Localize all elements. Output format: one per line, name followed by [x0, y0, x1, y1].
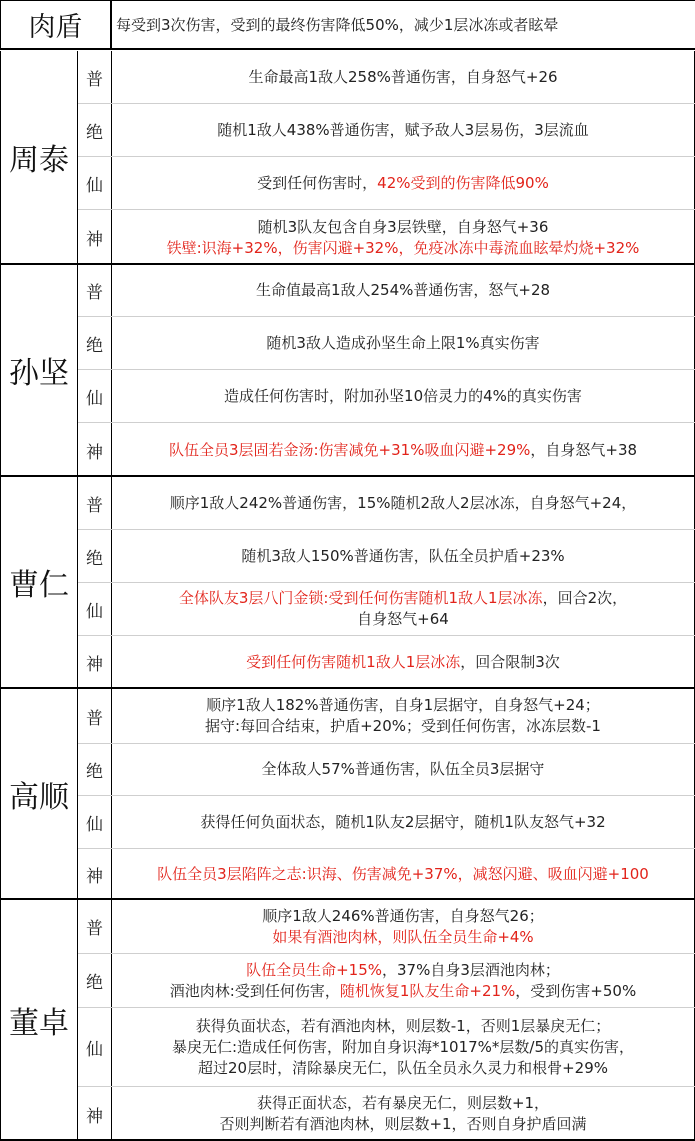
skill-tier-label: 仙 — [78, 370, 112, 422]
skill-description — [112, 370, 695, 422]
plain-text: ，受到伤害+50% — [515, 981, 637, 1000]
description-line — [169, 440, 637, 461]
general-group — [0, 689, 695, 900]
description-line — [241, 546, 564, 567]
skill-tier-label: 神 — [78, 636, 112, 689]
skill-tier-label: 神 — [78, 210, 112, 265]
description-line — [262, 906, 544, 927]
description-line — [256, 280, 550, 301]
skill-description — [112, 1008, 695, 1086]
skill-tier-label: 神 — [78, 1087, 112, 1141]
general-name: 曹仁 — [0, 477, 78, 687]
skill-tier-label: 绝 — [78, 317, 112, 369]
plain-text: ，回合限制3次 — [460, 653, 560, 671]
plain-text: 随机3敌人150%普通伤害，队伍全员护盾+23% — [241, 546, 565, 565]
general-name: 周泰 — [0, 51, 78, 263]
skill-row — [78, 849, 695, 900]
plain-text: 超过20层时，清除暴戾无仁，队伍全员永久灵力和根骨+29% — [198, 1058, 608, 1077]
skill-tier-label: 绝 — [78, 954, 112, 1007]
description-line — [219, 1114, 586, 1135]
description-line — [246, 652, 560, 673]
plain-text: 随机1敌人438%普通伤害，赋予敌人3层易伤，3层流血 — [217, 120, 589, 139]
skill-row — [78, 954, 695, 1008]
skill-tier-label: 普 — [78, 689, 112, 743]
skill-description — [112, 265, 695, 316]
description-line — [272, 927, 533, 948]
general-group — [0, 265, 695, 477]
description-line — [262, 759, 545, 780]
plain-text: 顺序1敌人242%普通伤害，15%随机2敌人2层冰冻，自身怒气+24， — [169, 493, 637, 512]
skill-row — [78, 689, 695, 744]
skill-description — [112, 900, 695, 953]
skill-description — [112, 796, 695, 848]
trait-description: 每受到3次伤害，受到的最终伤害降低50%，减少1层冰冻或者眩晕 — [116, 16, 559, 34]
plain-text: 自身怒气+64 — [357, 610, 449, 628]
description-line — [217, 120, 589, 141]
skill-tier-label: 仙 — [78, 796, 112, 848]
skill-row — [78, 265, 695, 317]
skill-description — [112, 477, 695, 529]
plain-text: 受到任何伤害时， — [257, 173, 378, 192]
skill-tier-label: 普 — [78, 265, 112, 316]
skill-description — [112, 157, 695, 209]
skill-row — [78, 477, 695, 530]
skill-row — [78, 51, 695, 104]
description-line — [167, 238, 640, 259]
skill-tier-label: 仙 — [78, 1008, 112, 1086]
trait-header-row — [0, 0, 695, 50]
skill-description — [112, 530, 695, 582]
general-name: 董卓 — [0, 900, 78, 1139]
plain-text: ，自身怒气+38 — [530, 440, 638, 459]
highlight-text: 42%受到的伤害降低90% — [377, 173, 549, 192]
skill-row — [78, 900, 695, 954]
description-line — [206, 695, 600, 716]
description-line — [200, 812, 605, 833]
skill-tier-label: 绝 — [78, 744, 112, 795]
plain-text: 顺序1敌人246%普通伤害，自身怒气26； — [262, 906, 544, 925]
skill-tier-label: 仙 — [78, 157, 112, 209]
description-line — [196, 1016, 611, 1037]
trait-title: 肉盾 — [0, 1, 112, 48]
description-line — [258, 217, 549, 238]
general-group — [0, 51, 695, 265]
description-line — [224, 386, 582, 407]
plain-text: 随机3队友包含自身3层铁壁，自身怒气+36 — [257, 217, 549, 236]
skill-row — [78, 1087, 695, 1141]
skill-tier-label: 普 — [78, 900, 112, 953]
description-line — [257, 173, 549, 194]
plain-text: 随机3敌人造成孙坚生命上限1%真实伤害 — [266, 333, 540, 352]
highlight-text: 铁壁:识海+32%，伤害闪避+32%，免疫冰冻中毒流血眩晕灼烧+32% — [166, 238, 640, 257]
highlight-text: 随机恢复1队友生命+21% — [339, 981, 516, 1000]
skill-row — [78, 583, 695, 636]
skill-description — [112, 423, 695, 477]
description-line — [257, 1093, 549, 1114]
description-line — [357, 609, 449, 630]
skill-description — [112, 689, 695, 743]
plain-text: 酒池肉林:受到任何伤害， — [169, 981, 340, 1000]
plain-text: ，回合2次， — [542, 589, 628, 607]
general-name: 孙坚 — [0, 265, 78, 475]
skill-description — [112, 210, 695, 265]
plain-text: 获得任何负面状态，随机1队友2层据守，随机1队友怒气+32 — [200, 812, 606, 831]
plain-text: 生命最高1敌人258%普通伤害，自身怒气+26 — [248, 67, 558, 86]
skill-description — [112, 954, 695, 1007]
plain-text: 生命值最高1敌人254%普通伤害，怒气+28 — [255, 281, 551, 299]
skill-description — [112, 744, 695, 795]
skill-row — [78, 1008, 695, 1087]
skill-row — [78, 370, 695, 423]
plain-text: 造成任何伤害时，附加孙坚10倍灵力的4%的真实伤害 — [224, 386, 582, 405]
skill-row — [78, 317, 695, 370]
skill-row — [78, 210, 695, 265]
description-line — [246, 960, 560, 981]
skill-tier-label: 普 — [78, 51, 112, 103]
plain-text: 据守:每回合结束，护盾+20%；受到任何伤害，冰冻层数-1 — [205, 717, 601, 735]
description-line — [205, 716, 601, 737]
skill-row — [78, 796, 695, 849]
description-line — [248, 67, 557, 88]
plain-text: ，37%自身3层酒池肉林； — [382, 960, 560, 979]
skill-tier-label: 神 — [78, 849, 112, 900]
skill-row — [78, 157, 695, 210]
skill-tier-label: 神 — [78, 423, 112, 477]
highlight-text: 全体队友3层八门金锁:受到任何伤害随机1敌人1层冰冻 — [178, 589, 543, 607]
description-line — [170, 493, 637, 514]
plain-text: 否则判断若有酒池肉林，则层数+1，否则自身护盾回满 — [219, 1115, 587, 1133]
highlight-text: 受到任何伤害随机1敌人1层冰冻 — [246, 653, 461, 671]
skill-row — [78, 744, 695, 796]
highlight-text: 如果有酒池肉林，则队伍全员生命+4% — [272, 927, 534, 946]
description-line — [198, 1058, 608, 1079]
general-name: 高顺 — [0, 689, 78, 898]
plain-text: 获得负面状态，若有酒池肉林，则层数-1，否则1层暴戾无仁； — [195, 1016, 611, 1035]
description-line — [157, 864, 649, 885]
highlight-text: 队伍全员生命+15% — [246, 960, 383, 979]
plain-text: 获得正面状态，若有暴戾无仁，则层数+1， — [256, 1094, 550, 1112]
skill-row — [78, 636, 695, 689]
skill-description — [112, 1087, 695, 1141]
highlight-text: 队伍全员3层固若金汤:伤害减免+31%吸血闪避+29% — [168, 440, 531, 459]
description-line — [179, 588, 627, 609]
plain-text: 暴戾无仁:造成任何伤害，附加自身识海*1017%*层数/5的真实伤害， — [171, 1037, 635, 1056]
skill-tier-label: 仙 — [78, 583, 112, 635]
highlight-text: 队伍全员3层陷阵之志:识海、伤害减免+37%，减怒闪避、吸血闪避+100 — [157, 865, 649, 883]
skill-description — [112, 583, 695, 635]
skill-description — [112, 104, 695, 156]
general-group — [0, 900, 695, 1141]
skill-tier-label: 普 — [78, 477, 112, 529]
description-line — [172, 1037, 634, 1058]
general-group — [0, 477, 695, 689]
skill-description — [112, 51, 695, 103]
skill-description — [112, 636, 695, 689]
plain-text: 顺序1敌人182%普通伤害，自身1层据守，自身怒气+24； — [206, 696, 600, 714]
skill-row — [78, 530, 695, 583]
skill-row — [78, 423, 695, 477]
skill-tier-label: 绝 — [78, 530, 112, 582]
description-line — [266, 333, 539, 354]
skill-description — [112, 317, 695, 369]
description-line — [170, 981, 636, 1002]
skill-row — [78, 104, 695, 157]
skill-tier-label: 绝 — [78, 104, 112, 156]
plain-text: 全体敌人57%普通伤害，队伍全员3层据守 — [261, 760, 545, 778]
skill-description — [112, 849, 695, 900]
